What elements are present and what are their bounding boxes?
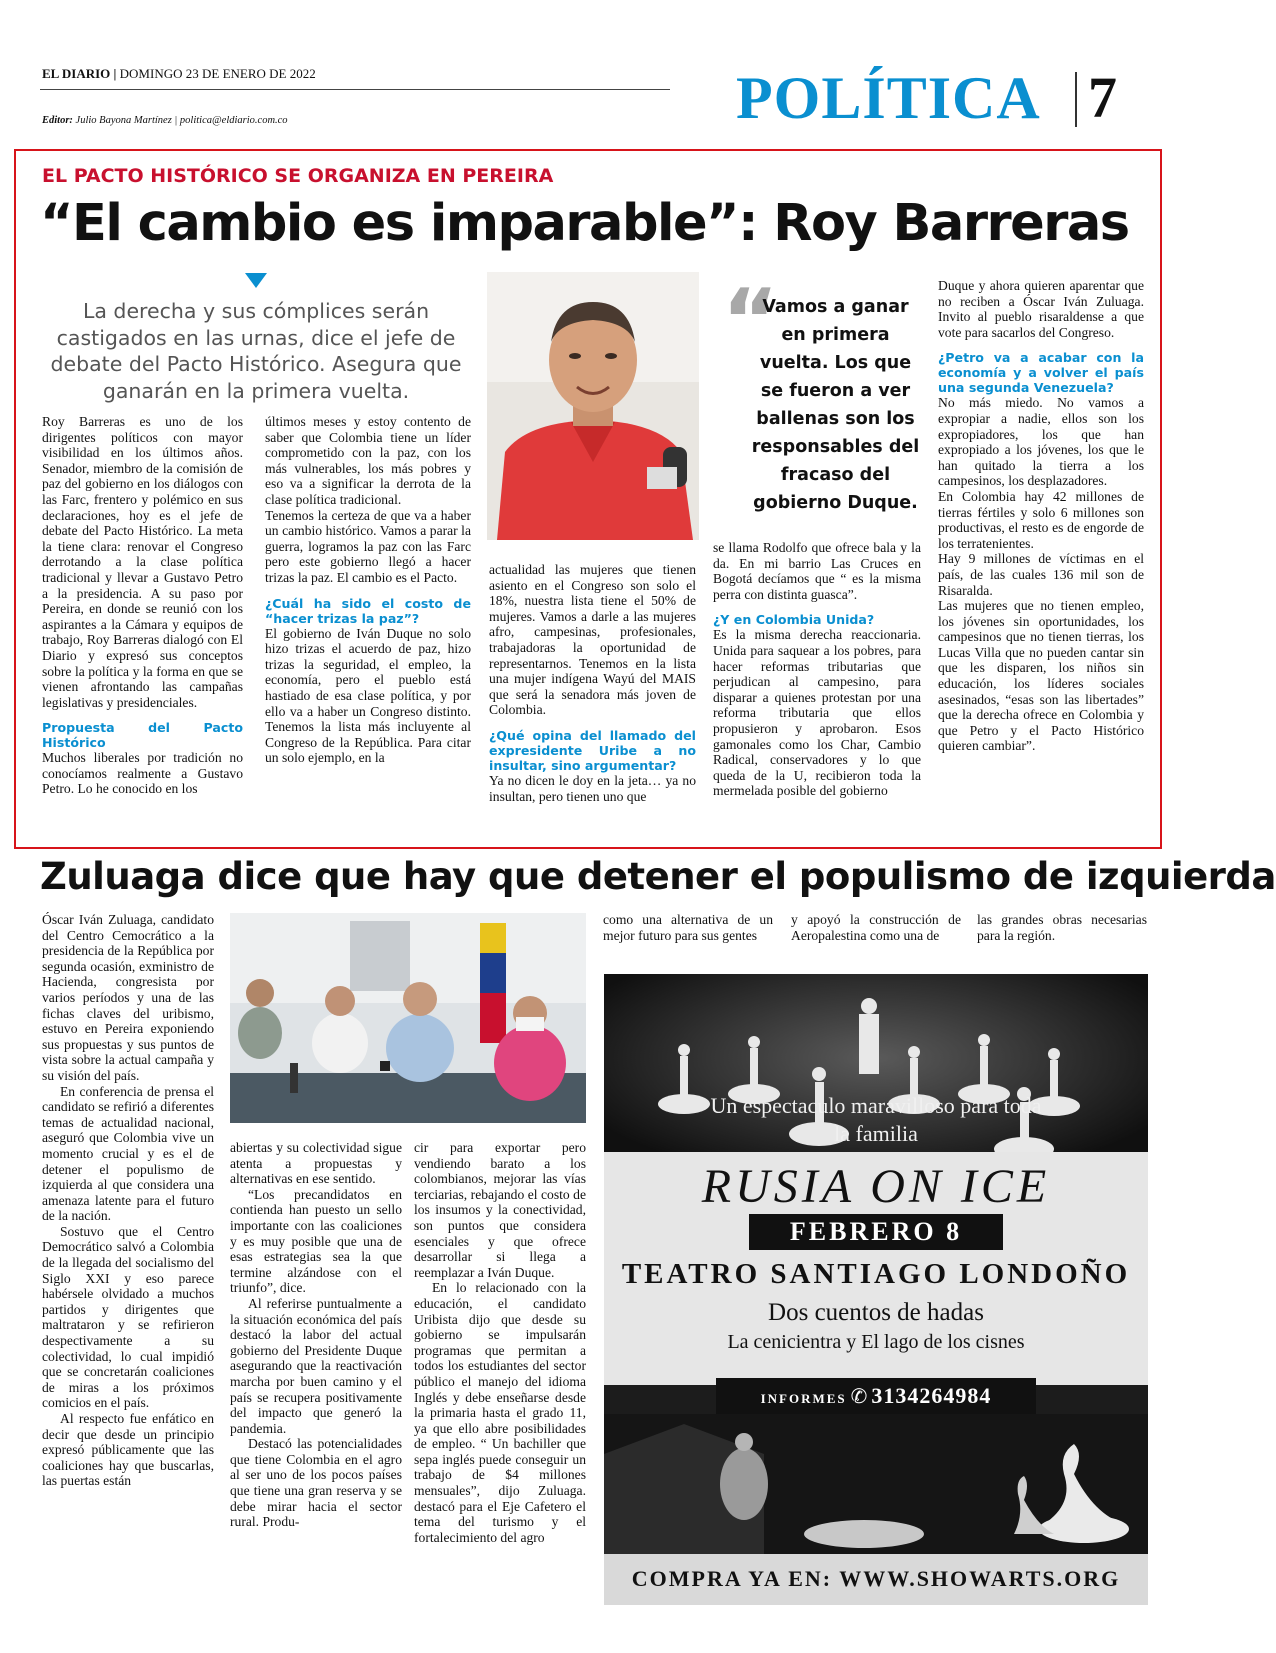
a1-paragraph: Ya no dicen le doy en la jeta… ya no insultan, pero tienen uno que — [489, 772, 696, 804]
a1-paragraph: Tenemos la certeza de que va a haber un cambio histórico. Vamos a parar la guerra, logramos la paz con las Farc pero este gobierno llegó a hacer trizas la paz. El cambio es el Pacto. — [265, 507, 471, 585]
headline-2: Zuluaga dice que hay que detener el populismo de izquierda — [40, 855, 1276, 898]
ad-venue: TEATRO SANTIAGO LONDOÑO — [621, 1258, 1131, 1290]
a1-subhead: ¿Qué opina del llamado del expresidente Uribe a no insultar, sino argumentar? — [489, 727, 696, 773]
ad-tagline: Un espectaculo maravilloso para toda la familia — [710, 1093, 1042, 1146]
a2-column-2 — [230, 1140, 402, 1530]
paper-name: EL DIARIO — [42, 66, 111, 81]
a1-paragraph: Duque y ahora quieren aparentar que no reciben a Óscar Iván Zuluaga. Invito al pueblo risaraldense a que vote para sacarlos del Congreso. — [938, 278, 1144, 340]
ad-rusia-on-ice — [604, 974, 1148, 1605]
a2-paragraph: Sostuvo que el Centro Democrático salvó a Colombia de la llegada del socialismo del Siglo XXI y eso parece habérsele olvidado a muchos partidos y dirigentes que maltrataron y se refirieron despectivamente a su colectividad, lo cual impidió que se concretarán coaliciones de miras a los próximos comicios en el país. — [42, 1223, 214, 1411]
a1-paragraph: Roy Barreras es uno de los dirigentes políticos con mayor visibilidad en los últimos años. Senador, miembro de la comisión de paz del gobierno en los diálogos con las Farc, frentero y polémico en sus declaraciones, hoy es el jefe de debate del Pacto Histórico. La meta la tiene clara: renovar el Congreso derrotando a la clase política tradicional y llevar a Gustavo Petro a la presidencia. A su paso por Pereira, en donde se reunió con los aspirantes a la Cámara y equipos de trabajo, Roy Barreras dialogó con El Diario y expresó sus conceptos sobre la política y la forma en que se vienen afrontando las campañas legislativas y presidenciales. — [42, 414, 243, 710]
ad-date: FEBRERO 8 — [789, 1217, 963, 1246]
a2-paragraph: Destacó las potencialidades que tiene Colombia en el agro al ser uno de los pocos países que tiene una gran reserva y se debe mirar hacia el sector rural. Produ- — [230, 1436, 402, 1530]
a1-paragraph: Es la misma derecha reaccionaria. Unida para saquear a los pobres, para hacer reformas tributarias que perjudican al campesino, para disparar a quienes protestan por una reforma tributaria que ellos propusieron y aprobaron. Esos gamonales como los Char, Cambio Radical, conservadores y lo que queda de la U, recibieron toda la mermelada posible del gobierno — [713, 627, 921, 799]
a1-subhead: ¿Cuál ha sido el costo de “hacer trizas la paz”? — [265, 595, 471, 626]
press-conference-photo — [230, 913, 586, 1123]
a2-paragraph: abiertas y su colectividad sigue atenta a propuestas y alternativas en ese sentido. — [230, 1140, 402, 1187]
swan-lake-image — [604, 1414, 1148, 1554]
a2-paragraph: Al referirse puntualmente a la situación económica del país destacó la labor del actual gobierno del Presidente Duque asegurando que la reactivación marcha por buen camino y el país se recupera positivamente del impacto que generó la pandemia. — [230, 1295, 402, 1436]
page-number: 7 — [1088, 65, 1117, 130]
a2-top-col-2: y apoyó la construcción de Aeropalestina como una de — [791, 912, 961, 943]
lead-text: La derecha y sus cómplices serán castigados en las urnas, dice el jefe de debate del Pacto Histórico. Asegura que ganarán en la primera vuelta. — [50, 299, 462, 403]
headline: “El cambio es imparable”: Roy Barreras — [40, 194, 1129, 253]
a1-paragraph: se llama Rodolfo que ofrece bala y la da. En mi barrio Las Cruces en Bogotá decíamos que “ es la misma perra con distinta guasca”. — [713, 540, 921, 602]
svg-text:“: “ — [722, 271, 779, 371]
triangle-icon — [245, 273, 267, 289]
ad-title: RUSIA ON ICE — [701, 1160, 1051, 1213]
a1-paragraph: El gobierno de Iván Duque no solo hizo trizas el acuerdo de paz, hizo trizas la seguridad, el empleo, la economía, pero el pueblo está hastiado de esa clase política, y por ello va a haber un Congreso distinto. Tenemos la lista más incluyente al Congreso de la República. Para citar un solo ejemplo, en la — [265, 625, 471, 766]
ad-subtitle: Dos cuentos de hadas — [768, 1299, 984, 1326]
pull-quote: Vamos a ganar en primera vuelta. Los que se fueron a ver ballenas son los responsables del fracaso del gobierno Duque. — [751, 297, 920, 513]
a1-paragraph: Hay 9 millones de víctimas en el país, de las cuales 136 mil son de Risaralda. — [938, 551, 1144, 598]
a1-subhead: ¿Y en Colombia Unida? — [713, 612, 875, 628]
whatsapp-icon: ✆ — [850, 1386, 868, 1408]
a2-paragraph: En lo relacionado con la educación, el candidato Uribista dijo que desde su gobierno se impulsarán programas que permitan a todos los estudiantes del sector público el manejo del idioma Inglés y debe enseñarse desde la primaria hasta el grado 11, ya que ello abre posibilidades de empleo. “ Un bachiller que sepa inglés puede conseguir un trabajo de $4 millones mensuales”, dijo Zuluaga. destacó para el Eje Cafetero el tema del turismo y el fortalecimiento del agro — [414, 1280, 586, 1545]
a1-column-4 — [713, 540, 921, 799]
a1-paragraph: En Colombia hay 42 millones de tierras fértiles y solo 6 millones son productivas, el resto es de engorde de los terratenientes. — [938, 488, 1144, 551]
section-title: POLÍTICA — [736, 65, 1041, 131]
a2-column-1 — [42, 912, 214, 1489]
a2-top-col-3: las grandes obras necesarias para la región. — [977, 912, 1147, 943]
a1-subhead: Propuesta del Pacto Histórico — [42, 720, 243, 751]
a2-paragraph: En conferencia de prensa el candidato se refirió a diferentes temas de actualidad nacional, aseguró que Colombia vive un momento crucial y es el de detener el populismo de izquierda al que considera una amenaza latente para el futuro de la nación. — [42, 1083, 214, 1224]
a1-subhead: ¿Petro va a acabar con la economía y a volver el país una segunda Venezuela? — [938, 350, 1144, 396]
a2-top-col-1: como una alternativa de un mejor futuro para sus gentes — [603, 912, 773, 943]
roy-barreras-photo — [487, 272, 699, 540]
a1-column-5 — [938, 278, 1144, 754]
a2-paragraph: Al respecto fue enfático en decir que desde un principio expresó públicamente que las coaliciones hay que buscarlas, las puertas están — [42, 1411, 214, 1489]
a1-paragraph: actualidad las mujeres que tienen asiento en el Congreso son solo el 18%, nuestra lista tiene el 50% de mujeres. Vamos a darle a las mujeres afro, campesinas, profesionales, trabajadoras la oportunidad de representarnos. Tenemos en la lista una mujer indígena Wayú del MAIS que será la senadora más joven de Colombia. — [489, 562, 696, 718]
a2-paragraph: cir para exportar pero vendiendo barato a los colombianos, mejorar las vías terciarias, rebajando el costo de los insumos y la conectividad, son puntos que considera esenciales y que ofrece desarrollar si llega a reemplazar a Iván Duque. — [414, 1140, 586, 1280]
a1-paragraph: Las mujeres que no tienen empleo, los jóvenes sin oportunidades, los campesinos que no tienen tierras, los Lucas Villa que no pueden cantar sin que les disparen, los niños sin educación, los líderes sociales asesinados, “esas son las libertades” que la derecha ofrece en Colombia y que Petro y el Pacto Histórico quieren cambiar”. — [938, 598, 1144, 754]
a2-column-3 — [414, 1140, 586, 1545]
ad-stories: La cenicientra y El lago de los cisnes — [727, 1331, 1025, 1353]
a1-column-3 — [489, 562, 696, 804]
ad-buy-link: COMPRA YA EN: WWW.SHOWARTS.ORG — [631, 1566, 1121, 1591]
a1-column-1 — [42, 414, 243, 797]
a1-column-2 — [265, 414, 471, 766]
ad-phone-line: INFORMES ✆ 3134264984 — [760, 1383, 992, 1408]
masthead: EL DIARIO | DOMINGO 23 DE ENERO DE 2022 — [42, 66, 316, 81]
editor-line: Editor: Julio Bayona Martínez | politica@eldiario.com.co — [42, 115, 288, 126]
a1-paragraph: No más miedo. No vamos a expropiar a nadie, ellos son los expropiadores, los que han expropiado a los jóvenes, los que le han quitado la tierra a los campesinos, los desplazadores. — [938, 395, 1144, 489]
kicker: EL PACTO HISTÓRICO SE ORGANIZA EN PEREIRA — [42, 165, 554, 187]
a1-paragraph: últimos meses y estoy contento de saber que Colombia tiene un líder comprometido con la paz, con los más vulnerables, los más pobres y eso va a significar la derrota de la clase política tradicional. — [265, 414, 471, 507]
issue-date: DOMINGO 23 DE ENERO DE 2022 — [119, 66, 316, 81]
section-divider — [1075, 72, 1077, 127]
a1-paragraph: Muchos liberales por tradición no conocíamos realmente a Gustavo Petro. Lo he conocido en los — [42, 750, 243, 797]
header-rule — [40, 89, 670, 90]
a2-paragraph: Óscar Iván Zuluaga, candidato del Centro Cemocrático a la presidencia de la República por segunda ocasión, exministro de Hacienda, congresista por varios períodos y una de las fichas claves del uribismo, estuvo en Pereira exponiendo sus propuestas y sus puntos de vista sobre la actual campaña y su visión del país. — [42, 912, 214, 1083]
a2-paragraph: “Los precandidatos en contienda han puesto un sello importante con las coaliciones y es muy posible que una de esas estrategias sea la que termine alzándose con el triunfo”, dice. — [230, 1186, 402, 1296]
